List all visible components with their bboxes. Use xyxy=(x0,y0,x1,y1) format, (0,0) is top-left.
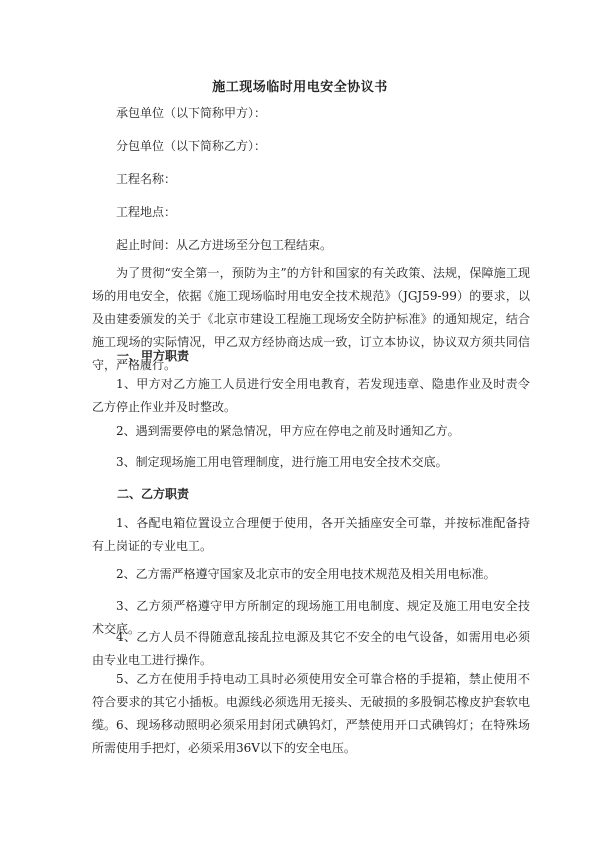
section-b-item: 3、乙方须严格遵守甲方所制定的现场施工用电制度、规定及施工用电安全技术交底。 xyxy=(92,599,530,636)
intro-paragraph: 为了贯彻“安全第一，预防为主”的方针和国家的有关政策、法规，保障施工现场的用电安全，依据《施工现场临时用电安全技术规范》（JGJ59-99）的要求，以及由建委颁发的关于《北京市建设工程施工现场安全防护标准》的通知规定，结合施工现场的实际情况，甲乙双方经协商达成一致，订立本协议，协议双方须共同信守，严格履行。 xyxy=(92,266,530,372)
section-b-item: 5、乙方在使用手持电动工具时必须使用安全可靠合格的手提箱，禁止使用不符合要求的其它小插板。电源线必须选用无接头、无破损的多股铜芯橡皮护套软电缆。 xyxy=(92,672,530,732)
project-name-line: 工程名称： xyxy=(116,172,177,186)
section-b-heading: 二、乙方职责 xyxy=(117,487,190,501)
contractor-line: 承包单位（以下简称甲方）： xyxy=(116,106,267,120)
section-b-item: 1、各配电箱位置设立合理便于使用，各开关插座安全可靠，并按标准配备持有上岗证的专业电工。 xyxy=(92,516,530,553)
document-title: 施工现场临时用电安全协议书 xyxy=(212,80,388,95)
section-b-item: 4、乙方人员不得随意乱接乱拉电源及其它不安全的电气设备，如需用电必须由专业电工进行操作。 xyxy=(92,630,530,667)
section-a-item: 1、甲方对乙方施工人员进行安全用电教育，若发现违章、隐患作业及时责令乙方停止作业并及时整改。 xyxy=(92,377,530,414)
section-a-item: 3、制定现场施工用电管理制度，进行施工用电安全技术交底。 xyxy=(116,455,448,469)
subcontractor-line: 分包单位（以下简称乙方）： xyxy=(116,139,267,153)
project-location-line: 工程地点： xyxy=(116,205,177,219)
section-a-item: 2、遇到需要停电的紧急情况，甲方应在停电之前及时通知乙方。 xyxy=(116,424,460,438)
section-a-heading: 一、甲方职责 xyxy=(117,349,190,363)
period-line: 起止时间：从乙方进场至分包工程结束。 xyxy=(116,238,333,252)
section-b-item: 2、乙方需严格遵守国家及北京市的安全用电技术规范及相关用电标准。 xyxy=(116,567,496,581)
section-b-item: 6、现场移动照明必须采用封闭式碘钨灯，严禁使用开口式碘钨灯；在特殊场所需使用手把灯，必须采用36V以下的安全电压。 xyxy=(92,718,530,755)
